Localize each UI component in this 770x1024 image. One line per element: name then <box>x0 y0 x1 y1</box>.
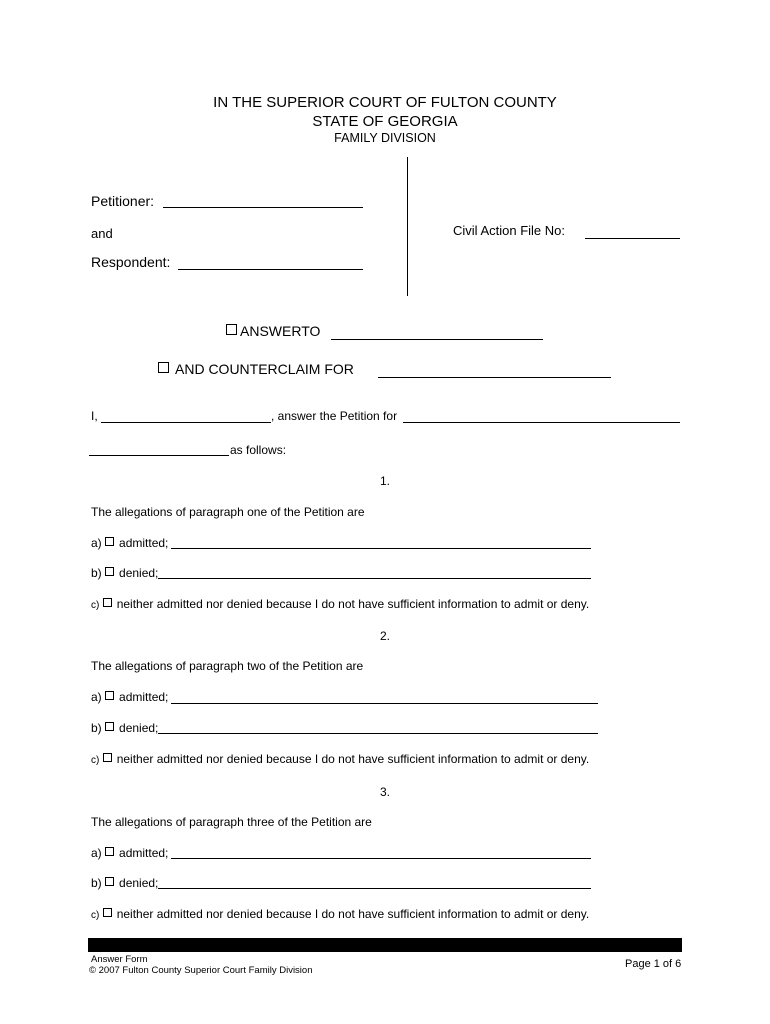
neither-checkbox[interactable] <box>103 908 112 917</box>
option-denied: b) denied; <box>91 566 159 580</box>
neither-checkbox[interactable] <box>103 598 112 607</box>
option-neither: c) neither admitted nor denied because I do not have sufficient information to admit or deny. <box>91 752 590 766</box>
as-follows-text: as follows: <box>230 443 287 457</box>
paragraph-lead: The allegations of paragraph two of the Petition are <box>91 659 364 673</box>
denied-field[interactable] <box>158 888 591 889</box>
denied-checkbox[interactable] <box>105 877 114 886</box>
denied-checkbox[interactable] <box>105 567 114 576</box>
answer-to-checkbox[interactable] <box>226 324 237 335</box>
answer-to-field[interactable] <box>331 339 543 340</box>
petition-for-field-2[interactable] <box>89 455 229 456</box>
file-no-label: Civil Action File No: <box>453 223 565 238</box>
neither-checkbox[interactable] <box>103 753 112 762</box>
petition-for-field[interactable] <box>403 422 680 423</box>
option-neither: c) neither admitted nor denied because I do not have sufficient information to admit or deny. <box>91 907 590 921</box>
division-name: FAMILY DIVISION <box>334 131 436 145</box>
footer-bar <box>88 938 682 952</box>
paragraph-number: 2. <box>379 629 390 643</box>
paragraph-lead: The allegations of paragraph one of the Petition are <box>91 505 365 519</box>
counterclaim-field[interactable] <box>378 377 611 378</box>
state-name: STATE OF GEORGIA <box>312 113 458 130</box>
counterclaim-checkbox[interactable] <box>158 362 169 373</box>
petitioner-label: Petitioner: <box>91 193 155 209</box>
denied-checkbox[interactable] <box>105 722 114 731</box>
admitted-checkbox[interactable] <box>105 691 114 700</box>
admitted-field[interactable] <box>171 548 591 549</box>
and-label: and <box>91 226 113 241</box>
answer-petition-text: , answer the Petition for <box>271 409 398 423</box>
footer-copyright: © 2007 Fulton County Superior Court Family Division <box>89 965 313 976</box>
counterclaim-title: AND COUNTERCLAIM FOR <box>158 361 354 377</box>
admitted-field[interactable] <box>171 858 591 859</box>
respondent-label: Respondent: <box>91 254 171 270</box>
option-admitted: a) admitted; <box>91 846 169 860</box>
admitted-field[interactable] <box>171 703 598 704</box>
denied-field[interactable] <box>158 578 591 579</box>
option-denied: b) denied; <box>91 876 159 890</box>
option-denied: b) denied; <box>91 721 159 735</box>
paragraph-lead: The allegations of paragraph three of the Petition are <box>91 815 372 829</box>
option-admitted: a) admitted; <box>91 536 169 550</box>
name-field[interactable] <box>101 422 271 423</box>
paragraph-number: 3. <box>379 785 390 799</box>
i-label: I, <box>91 409 98 423</box>
footer-page-number: Page 1 of 6 <box>625 958 682 970</box>
answer-to-title: ANSWERTO <box>226 323 320 339</box>
court-name: IN THE SUPERIOR COURT OF FULTON COUNTY <box>213 94 557 111</box>
admitted-checkbox[interactable] <box>105 847 114 856</box>
petitioner-name-field[interactable] <box>163 207 363 208</box>
respondent-name-field[interactable] <box>178 269 363 270</box>
option-admitted: a) admitted; <box>91 690 169 704</box>
footer-form-name: Answer Form <box>91 954 148 965</box>
option-neither: c) neither admitted nor denied because I do not have sufficient information to admit or deny. <box>91 597 590 611</box>
denied-field[interactable] <box>158 733 598 734</box>
admitted-checkbox[interactable] <box>105 537 114 546</box>
file-no-field[interactable] <box>585 238 680 239</box>
caption-divider <box>407 157 408 296</box>
paragraph-number: 1. <box>379 474 390 488</box>
